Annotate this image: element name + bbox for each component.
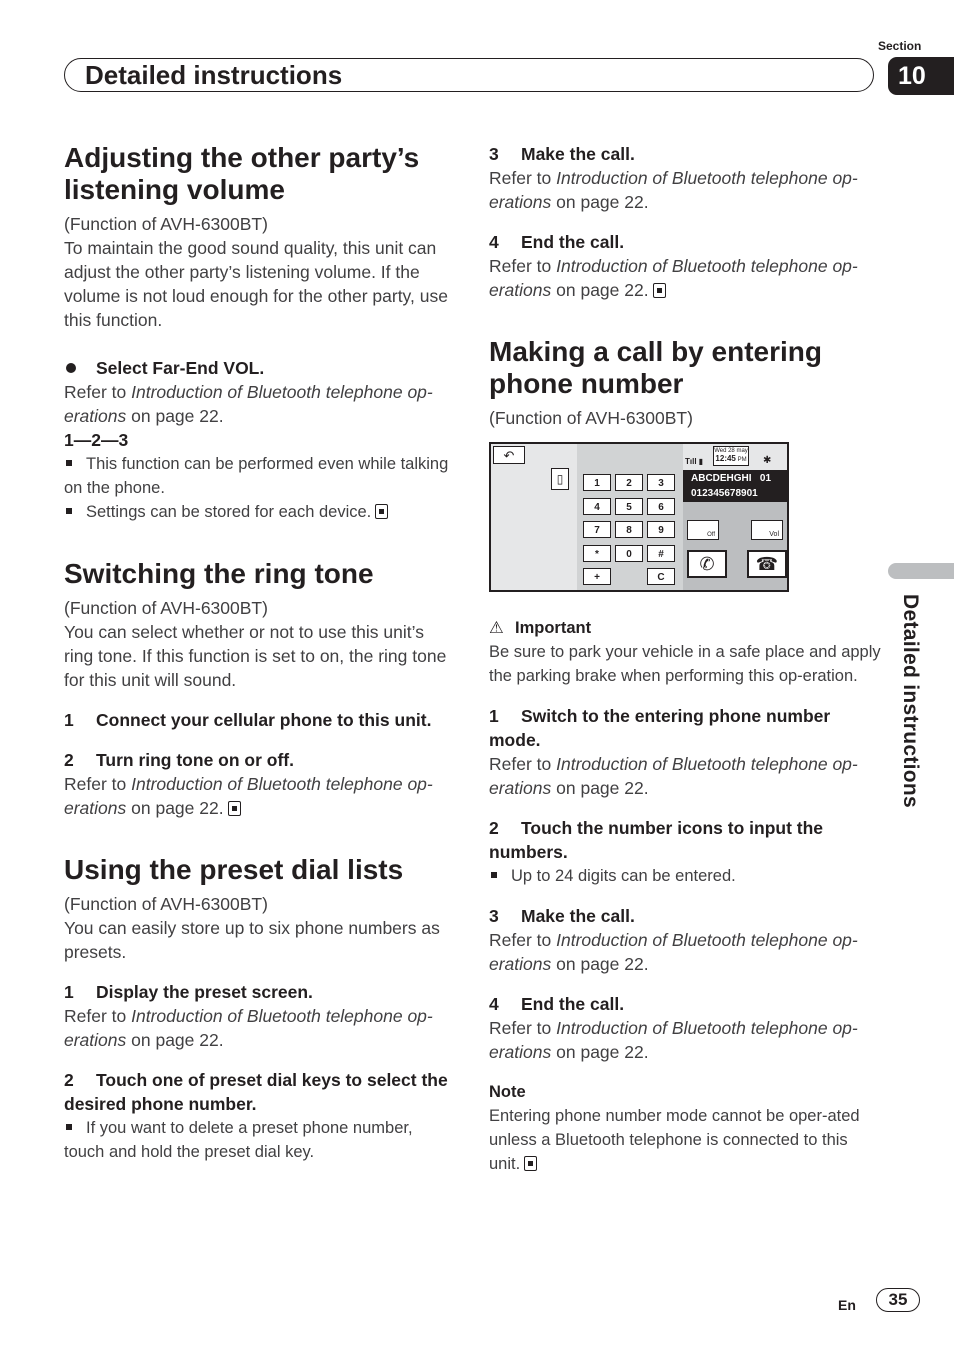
entering-reference-3: Refer to Introduction of Bluetooth telephone op-erations on page 22. [489,930,858,974]
end-mark-icon [653,283,666,298]
section-number: 10 [888,57,954,95]
square-bullet-icon [66,508,72,514]
top-reference-3: Refer to Introduction of Bluetooth telephone op-erations on page 22. [489,168,858,212]
page-number: 35 [876,1288,920,1312]
entering-function: (Function of AVH-6300BT) [489,408,693,428]
keypad-key[interactable]: 3 [647,474,675,491]
entering-step-1: 1 Switch to the entering phone number mode. [489,706,831,750]
side-label: Detailed instructions [899,594,922,809]
hang-up-icon: ☎ [755,554,779,574]
signal-icon: Tıll ▮ [685,457,704,466]
ring-tone-heading: Switching the ring tone [64,558,374,589]
side-tab-marker [888,563,954,579]
adjust-volume-heading: Adjusting the other party’s listening volume [64,142,420,205]
square-bullet-icon [66,460,72,466]
keypad-key[interactable]: 8 [615,521,643,538]
entering-step-2: 2 Touch the number icons to input the numbers. [489,818,824,862]
adjust-function: (Function of AVH-6300BT) [64,214,268,234]
preset-step-2: 2 Touch one of preset dial keys to select the desired phone number. [64,1070,448,1114]
important-body: Be sure to park your vehicle in a safe place and apply the parking brake when performing this op-eration. [489,643,881,685]
adjust-bullet-2: Settings can be stored for each device. [64,500,456,524]
preset-step-1: 1 Display the preset screen. [64,982,313,1002]
note-body: Entering phone number mode cannot be oper-ated unless a Bluetooth telephone is connected to this unit. [489,1107,860,1173]
adjust-reference: Refer to Introduction of Bluetooth telephone op-erations on page 22. [64,382,433,426]
language-label: En [838,1297,856,1313]
keypad-key[interactable]: 5 [615,498,643,515]
page-header-title: Detailed instructions [85,60,343,90]
ring-step-2: 2 Turn ring tone on or off. [64,750,294,770]
note-heading: Note [489,1083,526,1101]
mic-off-button[interactable]: Off [687,520,719,540]
bullet-dot-icon [66,363,76,373]
end-mark-icon [228,801,241,816]
keypad-key[interactable]: C [647,568,675,585]
top-step-3: 3 Make the call. [489,144,635,164]
preset-dial-heading: Using the preset dial lists [64,854,404,885]
ring-body: You can select whether or not to use this unit’s ring tone. If this function is set to on, the ring tone for this unit will sound. [64,622,447,690]
caller-display: ABCDEHGHI 01 012345678901 [683,470,787,502]
top-step-4: 4 End the call. [489,232,625,252]
preset-body: You can easily store up to six phone numbers as presets. [64,918,440,962]
top-reference-4: Refer to Introduction of Bluetooth telephone op-erations on page 22. [489,256,858,300]
entering-reference-4: Refer to Introduction of Bluetooth telephone op-erations on page 22. [489,1018,858,1062]
keypad-key[interactable] [615,568,643,585]
square-bullet-icon [66,1124,72,1130]
bluetooth-icon: ✱ [763,455,772,466]
keypad-key[interactable]: 4 [583,498,611,515]
preset-bullet-1: If you want to delete a preset phone number, touch and hold the preset dial key. [64,1119,413,1161]
adjust-step: Select Far-End VOL. [64,356,456,380]
keypad-key[interactable]: * [583,545,611,562]
preset-reference: Refer to Introduction of Bluetooth telephone op-erations on page 22. [64,1006,433,1050]
section-label: Section [878,39,922,53]
entering-number-heading: Making a call by entering phone number [489,336,822,399]
adjust-body: To maintain the good sound quality, this unit can adjust the other party’s listening volume. If the volume is not loud enough for the other party, use this function. [64,238,448,330]
end-mark-icon [524,1156,537,1171]
clock-display: Wed 28 may 12:45 PM [713,446,749,466]
adjust-sequence: 1—2—3 [64,430,129,450]
keypad-key[interactable]: + [583,568,611,585]
important-warning-icon: ⚠ [489,619,504,637]
entering-step-3: 3 Make the call. [489,906,635,926]
keypad-key[interactable]: 0 [615,545,643,562]
right-column [489,142,881,1176]
ring-function: (Function of AVH-6300BT) [64,598,268,618]
keypad-key[interactable]: 7 [583,521,611,538]
back-icon: ↶ [493,446,525,464]
end-mark-icon [375,504,388,519]
keypad-key[interactable]: 9 [647,521,675,538]
entering-step-4: 4 End the call. [489,994,625,1014]
end-call-button[interactable] [747,550,787,578]
ring-step-1: 1 Connect your cellular phone to this unit. [64,710,432,730]
call-button[interactable] [687,550,727,578]
preset-function: (Function of AVH-6300BT) [64,894,268,914]
keypad-key[interactable]: 2 [615,474,643,491]
call-icon: ✆ [699,554,715,574]
square-bullet-icon [491,872,497,878]
ring-reference: Refer to Introduction of Bluetooth telephone op-erations on page 22. [64,774,433,818]
entering-bullet-1: Up to 24 digits can be entered. [489,864,881,888]
adjust-bullet-1: This function can be performed even while talking on the phone. [64,455,449,497]
keypad-key[interactable]: # [647,545,675,562]
phone-entry-screen [489,442,789,592]
volume-button[interactable]: Vol [751,520,783,540]
keypad-key[interactable]: 6 [647,498,675,515]
left-column [64,142,456,1164]
phone-handset-icon: ▯ [551,468,569,490]
entering-reference-1: Refer to Introduction of Bluetooth telephone op-erations on page 22. [489,754,858,798]
important-heading: ⚠ Important [489,616,881,640]
keypad-key[interactable]: 1 [583,474,611,491]
